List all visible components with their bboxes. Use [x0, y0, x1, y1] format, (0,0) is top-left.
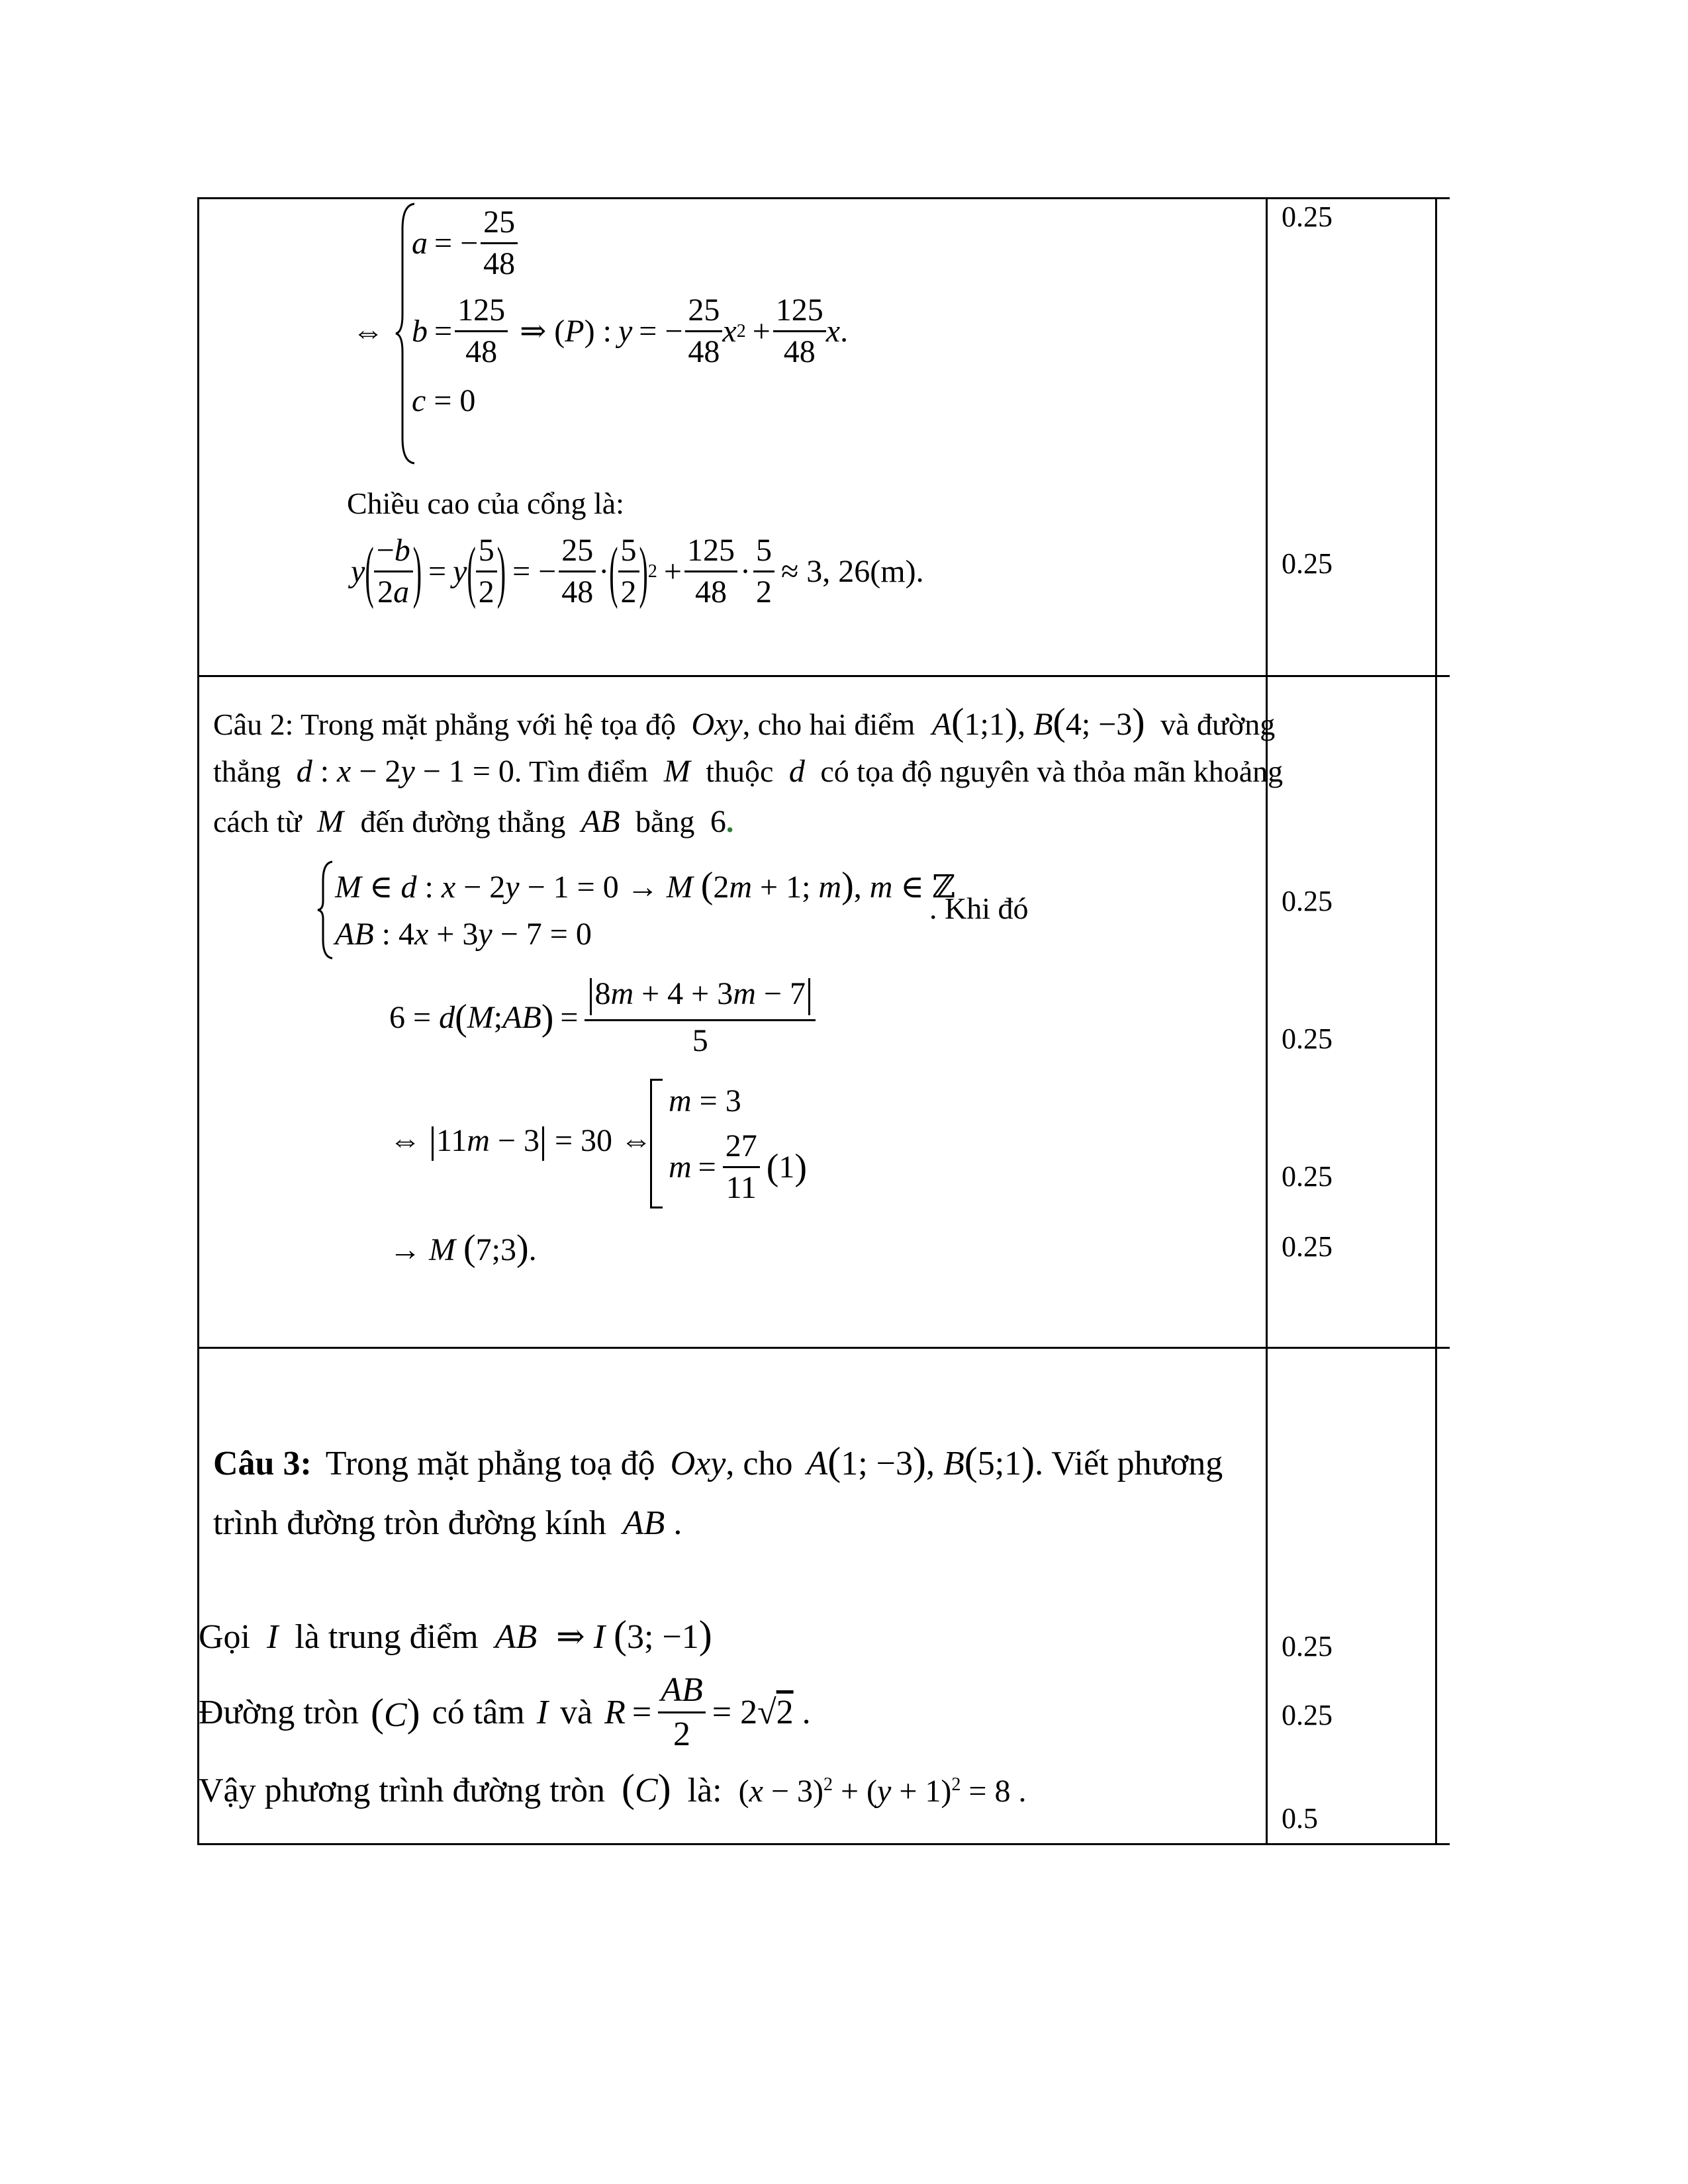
score-5: 0.25 — [1282, 1160, 1333, 1193]
table-border-top — [199, 197, 1450, 199]
solution-m-3: m = 3 — [669, 1083, 741, 1118]
solution-3-line-1: Gọi I là trung điểm AB ⇒ I (3; −1) — [199, 1613, 712, 1657]
distance-formula: 6 = d ( M ; AB ) = $\frac{8m + 4 + 3m - 7}{5}$ — [389, 978, 816, 1057]
score-7: 0.25 — [1282, 1630, 1333, 1662]
score-2: 0.25 — [1282, 547, 1333, 580]
question-2-line-2: thẳng d : x − 2y − 1 = 0. Tìm điểm M thuộc d có tọa độ nguyên và thỏa mãn khoảng — [213, 754, 1284, 789]
table-border-right — [1435, 197, 1437, 1845]
height-label: Chiều cao của cổng là: — [347, 486, 624, 520]
score-6: 0.25 — [1282, 1230, 1333, 1263]
table-row-divider-2 — [199, 1347, 1450, 1349]
solution-3-line-3: Vậy phương trình đường tròn (C) là: $(x - 3)^2 + (y + 1)^2 = 8$ . — [199, 1766, 1027, 1810]
equation-c: c = 0 — [412, 383, 476, 418]
solution-m-fraction: m = $\frac{27}{11}$ ( 1 ) — [669, 1128, 808, 1205]
question-3-line-1: Câu 3: Trong mặt phẳng toạ độ Oxy, cho A(1; −3), B(5;1). Viết phương — [213, 1439, 1223, 1483]
question-3-line-2: trình đường tròn đường kính AB . — [213, 1504, 682, 1542]
score-8: 0.25 — [1282, 1699, 1333, 1731]
question-2-line-3: cách từ M đến đường thẳng AB bằng 6. — [213, 804, 734, 839]
solutions-bracket — [650, 1079, 663, 1208]
equiv-arrow-1: ⇔ — [352, 314, 384, 349]
system-brace-2 — [316, 860, 334, 960]
system-2-line-2: AB : 4x + 3y − 7 = 0 — [335, 917, 592, 952]
equation-a: a = − $\frac{25}{48}$ — [412, 206, 518, 280]
score-4: 0.25 — [1282, 1023, 1333, 1055]
height-result: ≈ 3, 26(m). — [780, 553, 924, 589]
solution-3-line-2: Đường tròn (C) có tâm I và R = $\frac{AB}{2}$ = 2√2 . — [199, 1671, 811, 1753]
question-2-line-1: Câu 2: Trong mặt phẳng với hệ tọa độ Oxy, cho hai điểm A(1;1), B(4; −3) và đường — [213, 700, 1276, 743]
score-9: 0.5 — [1282, 1802, 1318, 1835]
table-column-divider — [1266, 197, 1268, 1845]
table-border-bottom — [199, 1843, 1450, 1845]
table-row-divider-1 — [199, 675, 1450, 677]
equation-b-and-parabola: b = $\frac{125}{48}$ ⇒ ( P ) : y = − $\frac{25}{48}$ x 2 + $\frac{125}{48}$ x . — [412, 293, 849, 369]
height-formula: y ( $\frac{-b}{2a}$ ) = y ( $\frac{5}{2}$ ) = − $\frac{25}{48}$ · ( $\frac{5}{2}$ ) 2 + $\frac{125}{48}$ · $\frac{5}{2}$ ≈ 3, 26(m). — [351, 531, 924, 610]
score-1: 0.25 — [1282, 201, 1333, 233]
score-3: 0.25 — [1282, 885, 1333, 917]
system-2-line-1: M ∈ d : x − 2y − 1 = 0 → M (2m + 1; m), m ∈ ℤ — [335, 865, 955, 906]
solve-equation: ⇔ 11m − 3 = 30 ⇔ — [389, 1125, 652, 1161]
table-border-left — [197, 197, 199, 1845]
result-point-m: → M (7;3). — [389, 1228, 537, 1269]
khi-do: . Khi đó — [929, 891, 1029, 925]
